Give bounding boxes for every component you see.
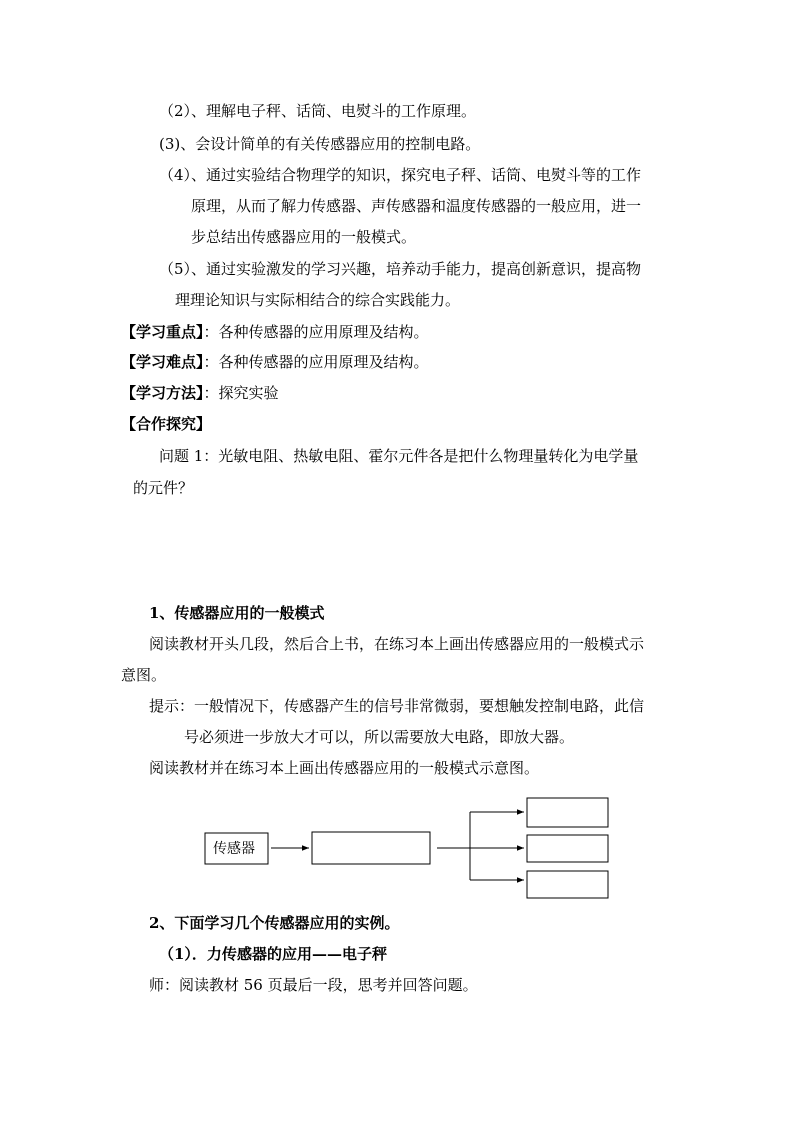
key-points-text: ：各种传感器的应用原理及结构。 bbox=[203, 323, 429, 341]
part1-para-line2: 意图。 bbox=[121, 666, 167, 684]
part1-hint-line2: 号必须进一步放大才可以，所以需要放大电路，即放大器。 bbox=[184, 728, 575, 746]
question-1-line1: 问题 1：光敏电阻、热敏电阻、霍尔元件各是把什么物理量转化为电学量 bbox=[159, 447, 639, 465]
objective-4-line2: 原理，从而了解力传感器、声传感器和温度传感器的一般应用，进一 bbox=[191, 197, 642, 215]
part1-para-line1: 阅读教材开头几段，然后合上书，在练习本上画出传感器应用的一般模式示 bbox=[149, 635, 645, 653]
sensor-label: 传感器 bbox=[213, 841, 255, 857]
difficulties-label: 【学习难点】 bbox=[121, 353, 204, 371]
part1-para2: 阅读教材并在练习本上画出传感器应用的一般模式示意图。 bbox=[149, 759, 540, 777]
difficulties-text: ：各种传感器的应用原理及结构。 bbox=[203, 353, 429, 371]
objective-2: （2）、理解电子秤、话筒、电熨斗的工作原理。 bbox=[159, 102, 477, 120]
amplifier-box bbox=[312, 832, 430, 864]
part1-hint-line1: 提示：一般情况下，传感器产生的信号非常微弱，要想触发控制电路，此信 bbox=[149, 697, 645, 715]
part2-sub-heading: （1）．力传感器的应用——电子秤 bbox=[159, 945, 387, 963]
output-box-3 bbox=[527, 871, 608, 898]
objective-4-line1: （4）、通过实验结合物理学的知识，探究电子秤、话筒、电熨斗等的工作 bbox=[159, 166, 642, 184]
key-points-label: 【学习重点】 bbox=[121, 323, 204, 341]
objective-3: (3)、会设计简单的有关传感器应用的控制电路。 bbox=[159, 135, 481, 153]
objective-5-line2: 理理论知识与实际相结合的综合实践能力。 bbox=[175, 291, 461, 309]
output-box-1 bbox=[527, 798, 608, 827]
part2-teacher-line: 师：阅读教材 56 页最后一段，思考并回答问题。 bbox=[149, 976, 478, 994]
methods-label: 【学习方法】 bbox=[121, 384, 204, 402]
cooperation-heading: 【合作探究】 bbox=[121, 415, 212, 433]
part1-heading: 1、传感器应用的一般模式 bbox=[149, 604, 325, 622]
part2-heading: 2、下面学习几个传感器应用的实例。 bbox=[149, 914, 400, 932]
output-box-2 bbox=[527, 835, 608, 862]
objective-4-line3: 步总结出传感器应用的一般模式。 bbox=[191, 228, 417, 246]
methods-text: ：探究实验 bbox=[203, 384, 279, 402]
question-1-line2: 的元件？ bbox=[133, 479, 194, 497]
objective-5-line1: （5）、通过实验激发的学习兴趣，培养动手能力，提高创新意识，提高物 bbox=[159, 260, 642, 278]
